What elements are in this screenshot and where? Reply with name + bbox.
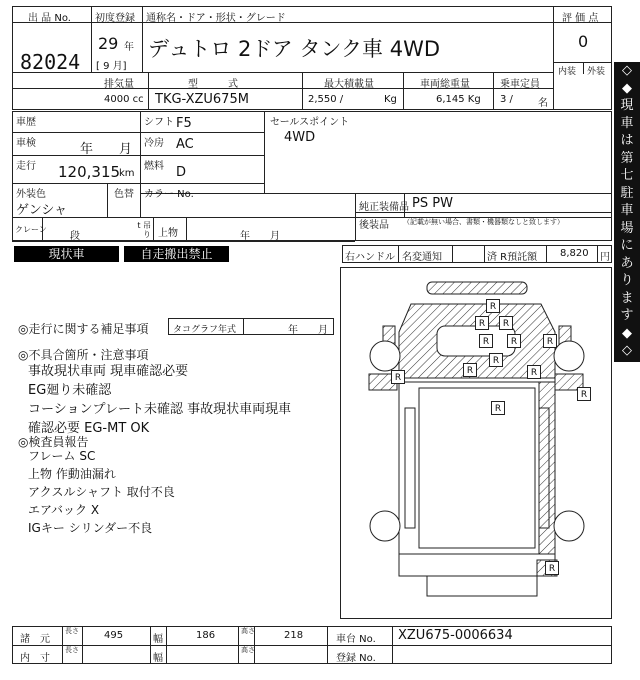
note-line: IGキー シリンダー不良 <box>28 521 153 535</box>
sidebar-char: あ <box>620 255 634 271</box>
ext-color-label: 外装色 <box>16 189 46 200</box>
recycle-label: 済 R預託額 <box>487 252 538 263</box>
history-label: 車歴 <box>16 117 36 128</box>
lot-number: 82024 <box>20 50 81 74</box>
repair-mark: R <box>491 401 505 415</box>
crane-label: クレーン <box>15 225 47 234</box>
max-load-label: 最大積載量 <box>324 79 374 90</box>
reg-label: 登録 No. <box>336 653 376 664</box>
fuel-label: 燃料 <box>144 161 164 172</box>
sidebar-char: ◇ <box>622 343 632 358</box>
defect-lines <box>28 362 291 438</box>
inner-width-label: 幅 <box>153 653 163 664</box>
sidebar-char: 現 <box>620 98 634 113</box>
inspector-lines <box>28 447 175 537</box>
repair-mark: R <box>463 363 477 377</box>
genuine-equip-label: 純正装備品 <box>359 202 409 213</box>
gross-weight-value: 6,145 Kg <box>436 94 481 105</box>
capacity-label: 乗車定員 <box>500 79 540 90</box>
note-line: コーションプレート未確認 事故現状車両現車 <box>28 402 292 417</box>
repair-mark: R <box>391 370 405 384</box>
repair-mark: R <box>479 334 493 348</box>
front-bumper <box>427 282 527 294</box>
sidebar-char: 場 <box>620 220 634 236</box>
note-line: フレーム SC <box>28 449 96 463</box>
mileage-value: 120,315 <box>58 163 121 181</box>
sidebar-char: 車 <box>620 115 634 131</box>
length-label: 長さ <box>65 627 79 635</box>
sidebar-char: に <box>620 238 634 253</box>
inner-height-label: 高さ <box>241 646 255 654</box>
aftermarket-note: （記載が無い場合、書類・機器類なしと致します） <box>403 218 564 226</box>
repair-mark: R <box>499 316 513 330</box>
sidebar-char: 車 <box>620 203 634 218</box>
model-label: 型 式 <box>188 79 238 90</box>
crane-hoist-label: t 吊り <box>137 221 151 239</box>
sales-point-label: セールスポイント <box>270 117 350 128</box>
crane-value: 段 <box>70 231 80 242</box>
sidebar-char: は <box>620 133 634 148</box>
note-line: アクスルシャフト 取付不良 <box>28 485 175 499</box>
mileage-unit: km <box>119 168 135 179</box>
tacho-value: 年 月 <box>288 325 328 336</box>
ac-value: AC <box>176 137 194 152</box>
tank-body <box>399 382 555 554</box>
repair-mark: R <box>543 334 557 348</box>
inspector-title: ◎検査員報告 <box>18 435 89 449</box>
current-state-badge: 現状車 <box>14 246 119 262</box>
sidebar-char: 七 <box>620 168 634 183</box>
max-load-unit: Kg <box>384 94 397 105</box>
note-line: エアバック X <box>28 503 100 517</box>
repair-mark: R <box>489 353 503 367</box>
inner-label: 内 寸 <box>20 653 50 664</box>
color-change-label: 色替 <box>114 189 134 200</box>
exterior-label: 外装 <box>587 67 606 77</box>
location-sidebar <box>614 62 640 362</box>
ext-color-value: ゲンシャ <box>16 203 68 218</box>
sidebar-char: す <box>620 308 634 323</box>
vehicle-diagram <box>340 267 612 619</box>
note-line: 事故現状車両 現車確認必要 <box>28 364 189 379</box>
note-line: EG廻り未確認 <box>28 383 112 398</box>
note-line: 上物 作動油漏れ <box>28 467 116 481</box>
sidebar-char: ま <box>620 290 634 306</box>
recycle-value: 8,820 <box>560 248 589 259</box>
aftermarket-label: 後装品 <box>359 220 389 231</box>
shift-label: シフト <box>144 117 174 128</box>
gross-weight-label: 車両総重量 <box>420 79 470 90</box>
supplement-title: ◎走行に関する補足事項 <box>18 322 149 336</box>
ac-label: 冷房 <box>144 138 164 149</box>
lot-label: 出 品 No. <box>28 13 71 24</box>
right-handle-label: 右ハンドル <box>345 252 395 263</box>
repair-mark: R <box>475 316 489 330</box>
note-line: 確認必要 EG-MT OK <box>28 421 150 436</box>
model-info-label: 通称名・ドア・形状・グレード <box>146 13 286 24</box>
displacement-value: 4000 cc <box>104 94 144 105</box>
color-no-label: カラー No. <box>144 189 194 200</box>
repair-mark: R <box>527 365 541 379</box>
length-value: 495 <box>104 630 124 641</box>
self-drive-ban-badge: 自走搬出禁止 <box>124 246 229 262</box>
reg-year-unit: 年 <box>124 42 134 53</box>
inspection-label: 車検 <box>16 138 36 149</box>
width-label: 幅 <box>153 634 163 645</box>
repair-mark: R <box>486 299 500 313</box>
lift-label: 上物 <box>158 228 178 239</box>
capacity-unit: 名 <box>538 98 548 109</box>
interior-label: 内装 <box>558 67 577 77</box>
repair-mark: R <box>545 561 559 575</box>
first-reg-label: 初度登録 <box>95 13 135 24</box>
tacho-label: タコグラフ年式 <box>173 325 237 335</box>
chassis-value: XZU675-0006634 <box>398 628 513 643</box>
sidebar-char: 駐 <box>620 185 634 201</box>
max-load-value: 2,550 / <box>308 94 344 105</box>
capacity-value: 3 / <box>500 94 513 105</box>
sidebar-char: ◇ <box>622 63 632 78</box>
shift-value: F5 <box>176 116 192 131</box>
inspection-value: 年 月 <box>80 142 133 157</box>
genuine-equip-value: PS PW <box>412 196 453 211</box>
reg-year: 29 <box>98 34 119 53</box>
chassis-label: 車台 No. <box>336 634 376 645</box>
reg-month: [ 9 月] <box>96 61 127 72</box>
car-title: デュトロ 2ドア タンク車 4WD <box>148 37 441 61</box>
repair-mark: R <box>577 387 591 401</box>
dims-label: 諸 元 <box>20 634 50 645</box>
rating-value: 0 <box>578 32 589 51</box>
repair-mark: R <box>507 334 521 348</box>
mileage-label: 走行 <box>16 161 36 172</box>
sidebar-char: ◆ <box>622 80 632 96</box>
sales-point-value: 4WD <box>284 130 316 145</box>
sidebar-char: 第 <box>620 150 634 166</box>
lift-value: 年 月 <box>240 231 280 242</box>
height-value: 218 <box>284 630 304 641</box>
recycle-unit: 円 <box>600 252 610 263</box>
sidebar-char: ◆ <box>622 325 632 341</box>
width-value: 186 <box>196 630 216 641</box>
fuel-value: D <box>176 165 187 180</box>
rating-label: 評 価 点 <box>562 13 599 24</box>
height-label: 高さ <box>241 627 255 635</box>
defect-title: ◎不具合箇所・注意事項 <box>18 348 149 362</box>
inner-length-label: 長さ <box>65 646 79 654</box>
name-change-label: 名変通知 <box>402 252 442 263</box>
sidebar-char: り <box>620 273 634 288</box>
model-value: TKG-XZU675M <box>155 92 249 107</box>
displacement-label: 排気量 <box>104 79 134 90</box>
